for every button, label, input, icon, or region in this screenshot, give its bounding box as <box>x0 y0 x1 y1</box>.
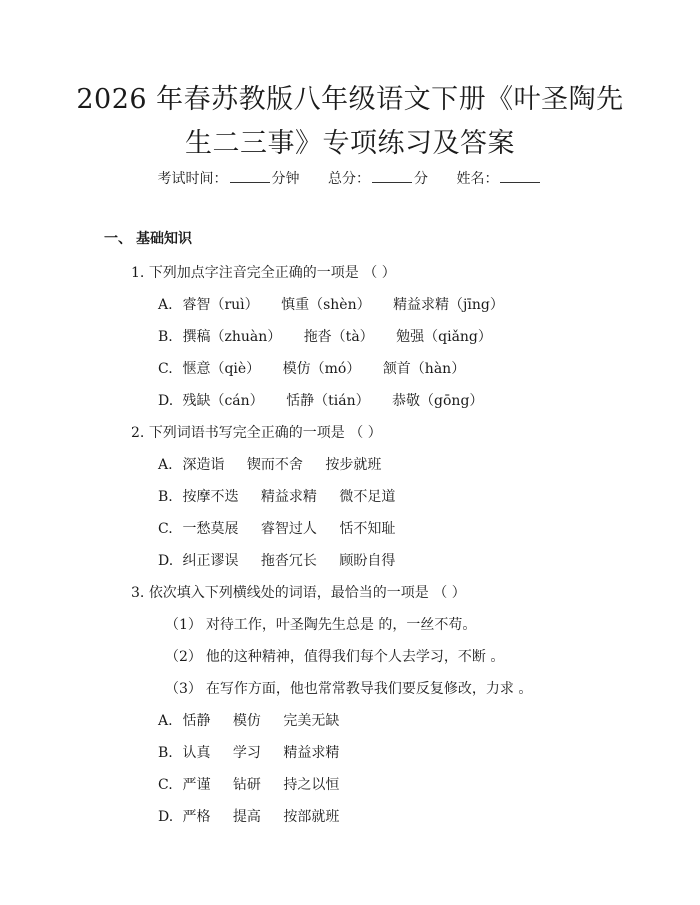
question-text: 下列词语书写完全正确的一项是 （ ） <box>148 425 382 441</box>
name-blank <box>500 168 540 183</box>
option-item: 颔首（hàn） <box>382 361 466 377</box>
option-item: 勉强（qiǎng） <box>396 329 492 345</box>
option-letter: A. <box>158 297 173 313</box>
option-item: 慎重（shèn） <box>281 297 371 313</box>
option-item: 纠正谬误 <box>182 553 239 569</box>
section-heading <box>104 228 192 248</box>
time-blank <box>230 168 270 183</box>
question-3-sub-1 <box>165 614 476 634</box>
time-label: 考试时间： <box>157 171 228 187</box>
title-line-2: 生二三事》专项练习及答案 <box>185 128 515 159</box>
option-item: 按步就班 <box>325 457 382 473</box>
option-item: 精益求精 <box>283 745 340 761</box>
question-text: 下列加点字注音完全正确的一项是 （ ） <box>148 265 396 281</box>
sub-text: 在写作方面，他也常常教导我们要反复修改，力求 。 <box>205 681 533 697</box>
section-number: 一、 <box>104 231 132 247</box>
option-item: 恭敬（gōng） <box>392 393 484 409</box>
option-item: 睿智（ruì） <box>182 297 259 313</box>
option-letter: B. <box>158 489 173 505</box>
question-3-option-c <box>158 774 357 794</box>
option-item: 恬静 <box>182 713 211 729</box>
option-item: 按摩不迭 <box>182 489 239 505</box>
option-item: 提高 <box>232 809 261 825</box>
question-3 <box>131 582 466 602</box>
option-letter: C. <box>158 361 173 377</box>
option-item: 残缺（cán） <box>182 393 264 409</box>
option-item: 微不足道 <box>339 489 396 505</box>
question-number: 1. <box>131 265 145 281</box>
option-item: 拖沓（tà） <box>303 329 374 345</box>
option-item: 睿智过人 <box>260 521 317 537</box>
option-item: 拖沓冗长 <box>260 553 317 569</box>
option-item: 锲而不舍 <box>246 457 303 473</box>
option-letter: D. <box>158 809 174 825</box>
option-item: 模仿 <box>232 713 261 729</box>
time-unit: 分钟 <box>271 171 300 187</box>
question-3-option-b <box>158 742 357 762</box>
name-label: 姓名： <box>456 171 499 187</box>
option-item: 惬意（qiè） <box>182 361 261 377</box>
score-blank <box>372 168 412 183</box>
question-1-option-a <box>158 294 522 314</box>
question-2-option-c <box>158 518 413 538</box>
option-item: 模仿（mó） <box>282 361 361 377</box>
score-label: 总分： <box>328 171 370 187</box>
question-2-option-a <box>158 454 399 474</box>
time-field <box>158 168 300 188</box>
question-3-sub-2 <box>165 646 504 666</box>
option-letter: A. <box>158 457 173 473</box>
name-field <box>456 168 542 188</box>
question-1-option-b <box>158 326 510 346</box>
option-item: 撰稿（zhuàn） <box>182 329 282 345</box>
option-item: 钻研 <box>232 777 261 793</box>
option-item: 恬不知耻 <box>339 521 396 537</box>
option-item: 按部就班 <box>283 809 340 825</box>
option-item: 严谨 <box>182 777 211 793</box>
option-item: 持之以恒 <box>283 777 340 793</box>
sub-text: 对待工作，叶圣陶先生总是 的，一丝不苟。 <box>205 617 477 633</box>
question-2-option-b <box>158 486 413 506</box>
section-title: 基础知识 <box>136 231 192 247</box>
question-1-option-d <box>158 390 501 410</box>
option-item: 恬静（tián） <box>286 393 370 409</box>
sub-text: 他的这种精神，值得我们每个人去学习，不断 。 <box>205 649 505 665</box>
score-unit: 分 <box>414 171 428 187</box>
option-item: 精益求精（jīng） <box>393 297 504 313</box>
page-title <box>60 78 640 166</box>
score-field <box>328 168 428 188</box>
question-1 <box>131 262 396 282</box>
question-1-option-c <box>158 358 483 378</box>
sub-number: （1） <box>165 617 202 633</box>
question-3-option-a <box>158 710 357 730</box>
exam-meta <box>0 168 700 188</box>
option-letter: D. <box>158 553 174 569</box>
option-item: 严格 <box>182 809 211 825</box>
option-item: 一愁莫展 <box>182 521 239 537</box>
option-item: 认真 <box>182 745 211 761</box>
question-2 <box>131 422 382 442</box>
option-letter: A. <box>158 713 173 729</box>
sub-number: （3） <box>165 681 202 697</box>
question-number: 3. <box>131 585 145 601</box>
option-item: 完美无缺 <box>283 713 340 729</box>
option-item: 顾盼自得 <box>339 553 396 569</box>
question-number: 2. <box>131 425 145 441</box>
option-letter: C. <box>158 777 173 793</box>
sub-number: （2） <box>165 649 202 665</box>
question-2-option-d <box>158 550 413 570</box>
question-3-option-d <box>158 806 357 826</box>
option-item: 深造诣 <box>182 457 225 473</box>
option-letter: D. <box>158 393 174 409</box>
option-letter: B. <box>158 329 173 345</box>
option-letter: B. <box>158 745 173 761</box>
question-3-sub-3 <box>165 678 532 698</box>
title-line-1: 2026 年春苏教版八年级语文下册《叶圣陶先 <box>76 84 624 115</box>
question-text: 依次填入下列横线处的词语，最恰当的一项是 （ ） <box>148 585 466 601</box>
option-item: 学习 <box>232 745 261 761</box>
option-item: 精益求精 <box>260 489 317 505</box>
option-letter: C. <box>158 521 173 537</box>
